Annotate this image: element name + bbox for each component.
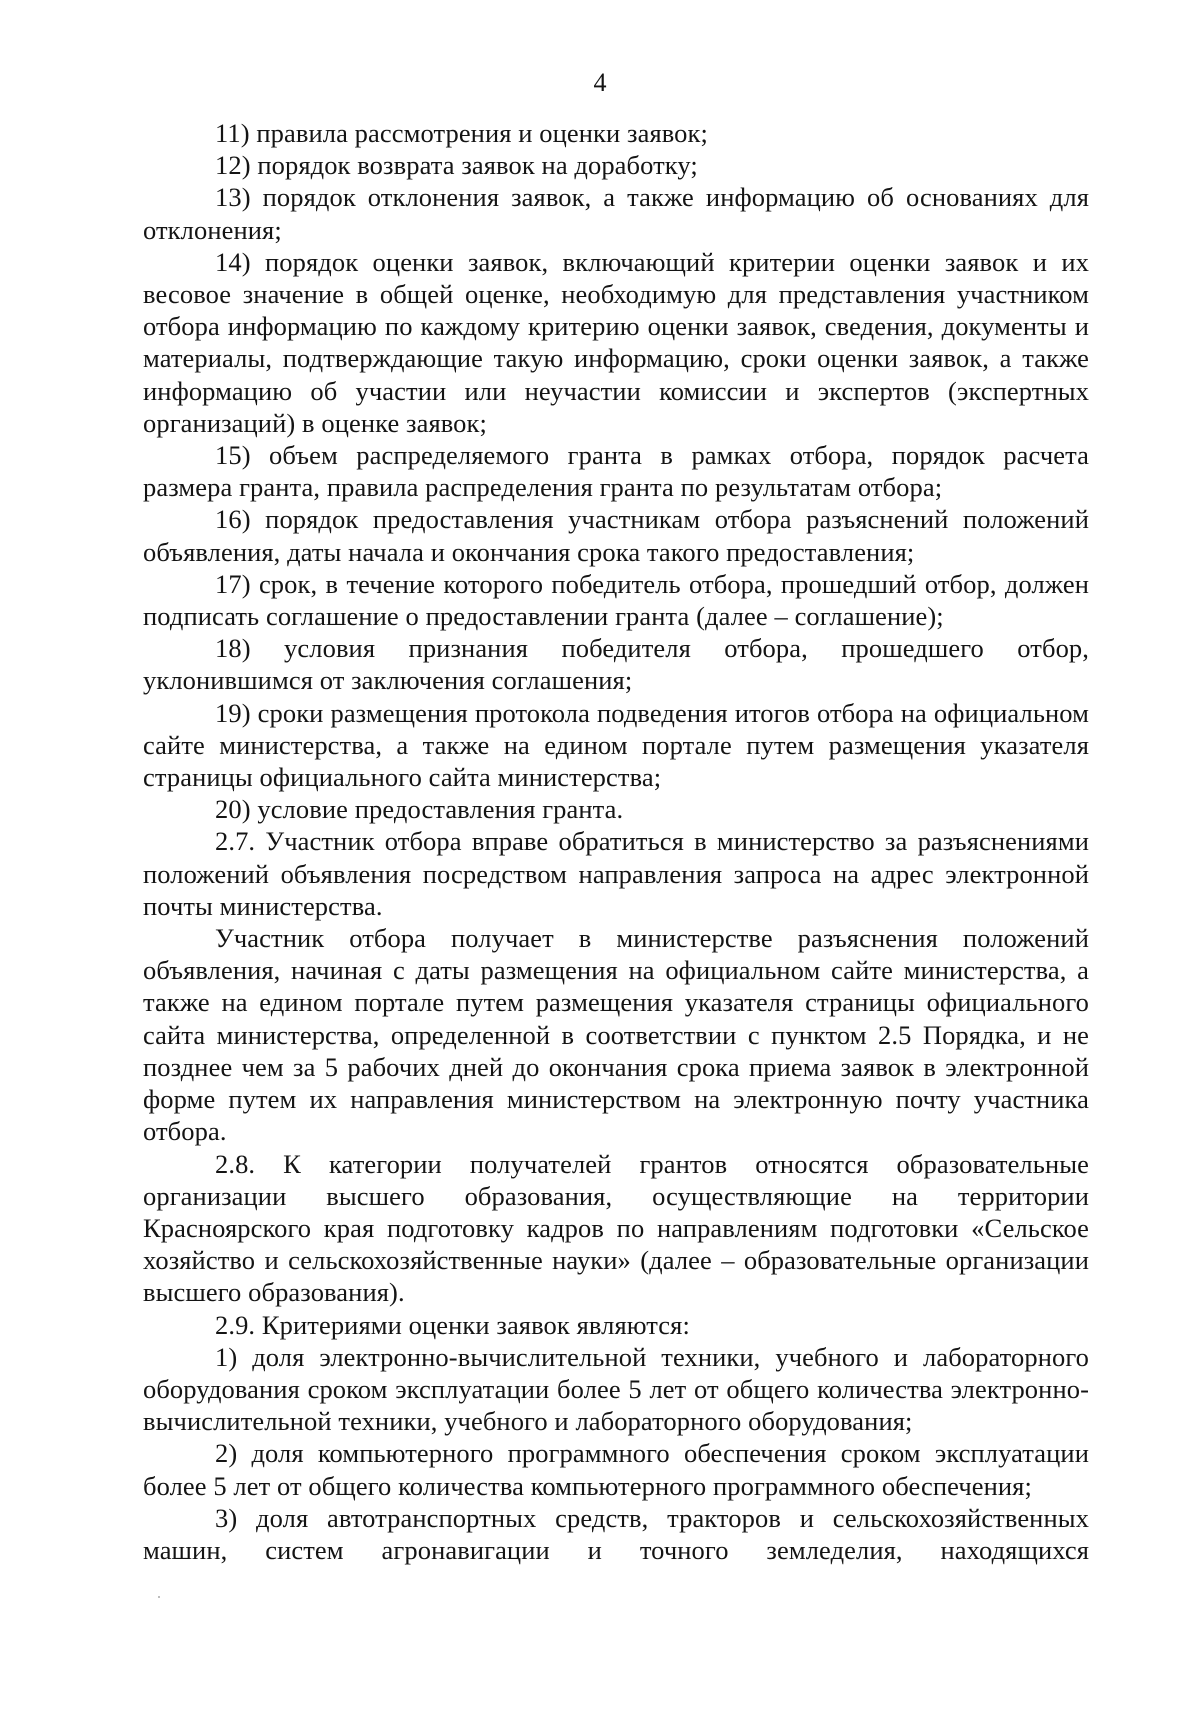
criterion-1: 1) доля электронно-вычислительной техники, учебного и лабораторного оборудования сроком эксплуатации более 5 лет от общего количества электронно-вычислительной техники, учебного и лабораторного оборудования; [143, 1341, 1089, 1437]
list-item-13: 13) порядок отклонения заявок, а также информацию об основаниях для отклонения; [143, 182, 1089, 245]
list-item-14: 14) порядок оценки заявок, включающий критерии оценки заявок и их весовое значение в общей оценке, необходимую для представления участником отбора информацию по каждому критерию оценки заявок, сведения, документы и материалы, подтверждающие такую информацию, сроки оценки заявок, а также информацию об участии или неучастии комиссии и экспертов (экспертных организаций) в оценке заявок; [143, 246, 1089, 438]
list-item-17: 17) срок, в течение которого победитель отбора, прошедший отбор, должен подписать соглашение о предоставлении гранта (далее – соглашение); [143, 568, 1089, 632]
clause-2-8: 2.8. К категории получателей грантов относятся образовательные организации высшего образования, осуществляющие на территории Красноярского края подготовку кадров по направлениям подготовки «Сельское хозяйство и сельскохозяйственные науки» (далее – образовательные организации высшего образования). [143, 1148, 1089, 1308]
page-number: 4 [593, 68, 607, 97]
list-item-19: 19) сроки размещения протокола подведения итогов отбора на официальном сайте министерства, а также на едином портале путем размещения указателя страницы официального сайта министерства; [143, 697, 1089, 793]
list-item-16: 16) порядок предоставления участникам отбора разъяснений положений объявления, даты начала и окончания срока такого предоставления; [143, 504, 1089, 567]
list-item-20: 20) условие предоставления гранта. [215, 794, 624, 825]
scan-artifact [158, 1596, 160, 1598]
list-item-18: 18) условия признания победителя отбора, прошедшего отбор, уклонившимся от заключения соглашения; [143, 633, 1089, 696]
criterion-3: 3) доля автотранспортных средств, тракторов и сельскохозяйственных машин, систем агронавигации и точного земледелия, находящихся [143, 1502, 1089, 1565]
clause-2-9: 2.9. Критериями оценки заявок являются: [215, 1309, 690, 1340]
list-item-11: 11) правила рассмотрения и оценки заявок; [215, 118, 708, 148]
clause-2-7-continuation: Участник отбора получает в министерстве разъяснения положений объявления, начиная с даты размещения на официальном сайте министерства, а также на едином портале путем размещения указателя страницы официального сайта министерства, определенной в соответствии с пунктом 2.5 Порядка, и не позднее чем за 5 рабочих дней до окончания срока приема заявок в электронной форме путем их направления министерством на электронную почту участника отбора. [143, 923, 1089, 1147]
list-item-15: 15) объем распределяемого гранта в рамках отбора, порядок расчета размера гранта, правила распределения гранта по результатам отбора; [143, 440, 1089, 503]
criterion-2: 2) доля компьютерного программного обеспечения сроком эксплуатации более 5 лет от общего количества компьютерного программного обеспечения; [143, 1438, 1089, 1501]
list-item-12: 12) порядок возврата заявок на доработку; [215, 150, 698, 181]
clause-2-7: 2.7. Участник отбора вправе обратиться в министерство за разъяснениями положений объявления посредством направления запроса на адрес электронной почты министерства. [143, 826, 1089, 921]
document-body [143, 117, 1089, 1566]
